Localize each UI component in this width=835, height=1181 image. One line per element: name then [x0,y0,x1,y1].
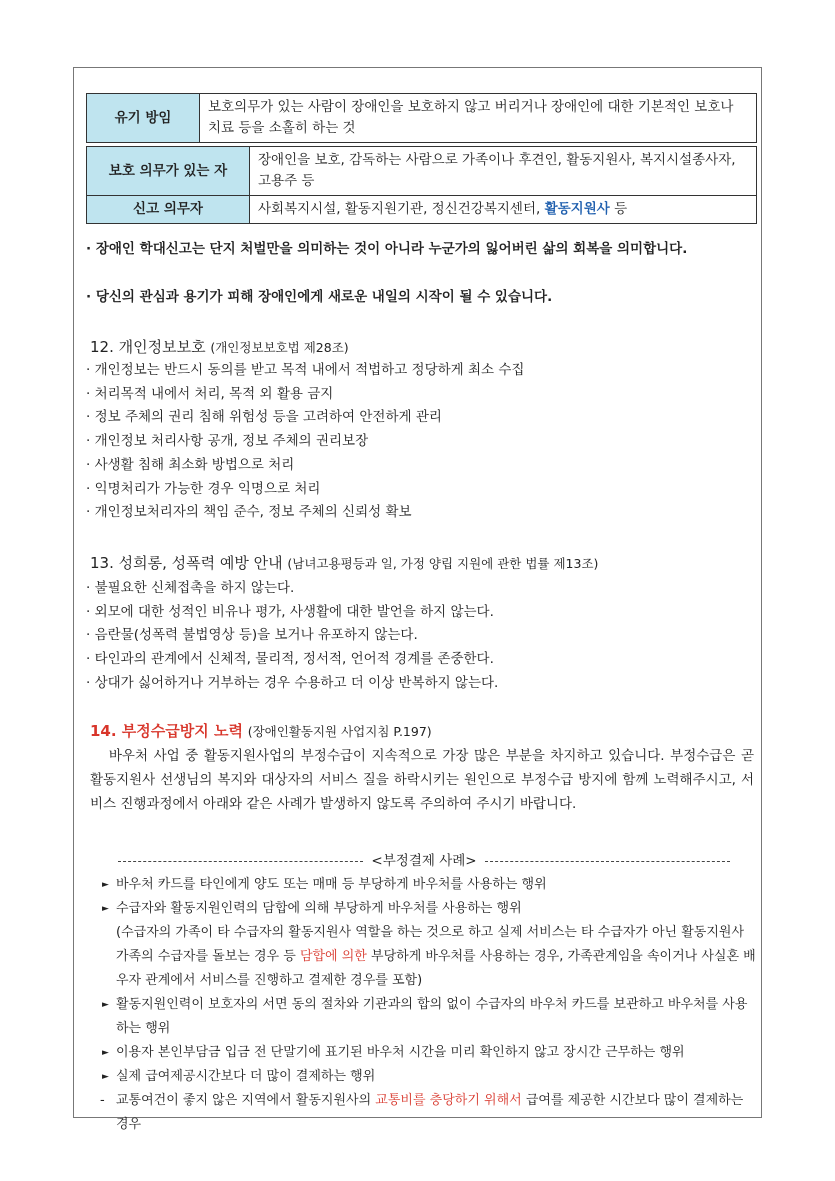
list-item: · 익명처리가 가능한 경우 익명으로 처리 [86,480,321,497]
guardian-text: 장애인을 보호, 감독하는 사람으로 가족이나 후견인, 활동지원사, 복지시설종사자, 고용주 등 [250,147,757,196]
fraud-cases-list [100,873,756,1137]
fraud-case-item [100,897,756,921]
section-13-list [86,577,498,696]
fraud-case-item [100,1041,756,1065]
abandonment-table [86,93,757,143]
list-item: · 정보 주체의 권리 침해 위험성 등을 고려하여 안전하게 관리 [86,409,442,426]
list-item: · 음란물(성폭력 불법영상 등)을 보거나 유포하지 않는다. [86,627,418,644]
fraud-case-text: 실제 급여제공시간보다 더 많이 결제하는 행위 [116,1069,376,1084]
fraud-case-note-highlight: 담합에 의한 [299,949,367,964]
fraud-case-text: 교통여건이 좋지 않은 지역에서 활동지원사의 [116,1093,372,1108]
abandonment-header: 유기 방임 [87,94,200,143]
reporter-header: 신고 의무자 [87,196,250,224]
emphasis-note-2: · 당신의 관심과 용기가 피해 장애인에게 새로운 내일의 시작이 될 수 있습니다. [86,289,553,305]
section-12-list [86,359,524,525]
fraud-case-item [100,1065,756,1089]
fraud-case-note [100,921,756,993]
list-item: · 개인정보 처리사항 공개, 정보 주체의 권리보장 [86,433,369,450]
fraud-case-highlight: 교통비를 충당하기 위해서 [375,1093,522,1108]
fraud-case-item [100,993,756,1041]
dash-bullet-icon: - [100,1093,105,1108]
section-12-heading [90,336,349,359]
emphasis-note-1: · 장애인 학대신고는 단지 처벌만을 의미하는 것이 아니라 누군가의 잃어버린 삶의 회복을 의미합니다. [86,241,688,257]
reporter-highlight: 활동지원사 [544,201,610,217]
guardian-header: 보호 의무가 있는 자 [87,147,250,196]
duty-table [86,146,757,224]
abandonment-text: 보호의무가 있는 사람이 장애인을 보호하지 않고 버리거나 장애인에 대한 기본적인 보호나 치료 등을 소홀히 하는 것 [200,94,757,143]
section-13-subtitle: (남녀고용평등과 일, 가정 양립 지원에 관한 법률 제13조) [287,556,599,571]
triangle-bullet-icon: ► [102,1000,109,1010]
triangle-bullet-icon: ► [102,1048,109,1058]
cases-divider-label: <부정결제 사례> [371,853,477,869]
reporter-text-prefix: 사회복지시설, 활동지원기관, 정신건강복지센터, [258,201,541,217]
list-item: · 외모에 대한 성적인 비유나 평가, 사생활에 대한 발언을 하지 않는다. [86,603,494,620]
list-item: · 처리목적 내에서 처리, 목적 외 활용 금지 [86,385,334,402]
section-14-heading [90,720,432,743]
list-item: · 개인정보는 반드시 동의를 받고 목적 내에서 적법하고 정당하게 최소 수집 [86,362,525,378]
fraud-case-item [100,1089,756,1137]
fraud-case-note-text: 부당하게 바우처를 사용하는 경우, 가족관계임을 속이거나 사실혼 배우자 관계에서 서비스를 진행하고 결제한 경우를 포함) [116,949,756,988]
fraud-case-text: 급여를 제공한 시간보다 많이 결제하는 경우 [116,1093,744,1132]
fraud-case-text: 활동지원인력이 보호자의 서면 동의 절차와 기관과의 합의 없이 수급자의 바우처 카드를 보관하고 바우처를 사용하는 행위 [116,997,748,1036]
section-14-paragraph: 바우처 사업 중 활동지원사업의 부정수급이 지속적으로 가장 많은 부분을 차지하고 있습니다. 부정수급은 곧 활동지원사 선생님의 복지와 대상자의 서비스 질을 하락시키는 원인으로 부정수급 방지에 함께 노력해주시고, 서비스 진행과정에서 아래와 같은 사례가 발생하지 않도록 주의하여 주시기 바랍니다. [90,748,754,812]
list-item: · 개인정보처리자의 책임 준수, 정보 주체의 신뢰성 확보 [86,504,412,521]
divider-line-right [485,861,730,862]
fraud-case-item [100,873,756,897]
cases-divider [118,851,730,871]
list-item: · 타인과의 관계에서 신체적, 물리적, 정서적, 언어적 경계를 존중한다. [86,651,494,668]
list-item: · 불필요한 신체접촉을 하지 않는다. [86,580,295,596]
list-item: · 상대가 싫어하거나 거부하는 경우 수용하고 더 이상 반복하지 않는다. [86,674,499,691]
section-13-title: 13. 성희롱, 성폭력 예방 안내 [90,554,283,572]
section-14-title: 14. 부정수급방지 노력 [90,722,243,740]
section-14-subtitle: (장애인활동지원 사업지침 P.197) [247,724,432,739]
section-12-subtitle: (개인정보보호법 제28조) [210,340,349,355]
section-12-title: 12. 개인정보보호 [90,338,206,356]
list-item: · 사생활 침해 최소화 방법으로 처리 [86,456,295,473]
section-13-heading [90,552,598,575]
triangle-bullet-icon: ► [102,904,109,914]
fraud-case-note-text: (수급자의 가족이 타 수급자의 활동지원사 역할을 하는 것으로 하고 실제 서비스는 타 수급자가 아닌 활동지원사 가족의 수급자를 돌보는 경우 등 [116,925,745,964]
fraud-case-text: 수급자와 활동지원인력의 담합에 의해 부당하게 바우처를 사용하는 행위 [116,901,522,916]
triangle-bullet-icon: ► [102,1072,109,1082]
fraud-case-text: 이용자 본인부담금 입금 전 단말기에 표기된 바우처 시간을 미리 확인하지 않고 장시간 근무하는 행위 [116,1045,685,1060]
divider-line-left [118,861,363,862]
fraud-case-text: 바우처 카드를 타인에게 양도 또는 매매 등 부당하게 바우처를 사용하는 행위 [116,877,547,892]
reporter-text [250,196,757,224]
reporter-text-suffix: 등 [614,201,628,217]
triangle-bullet-icon: ► [102,880,109,890]
